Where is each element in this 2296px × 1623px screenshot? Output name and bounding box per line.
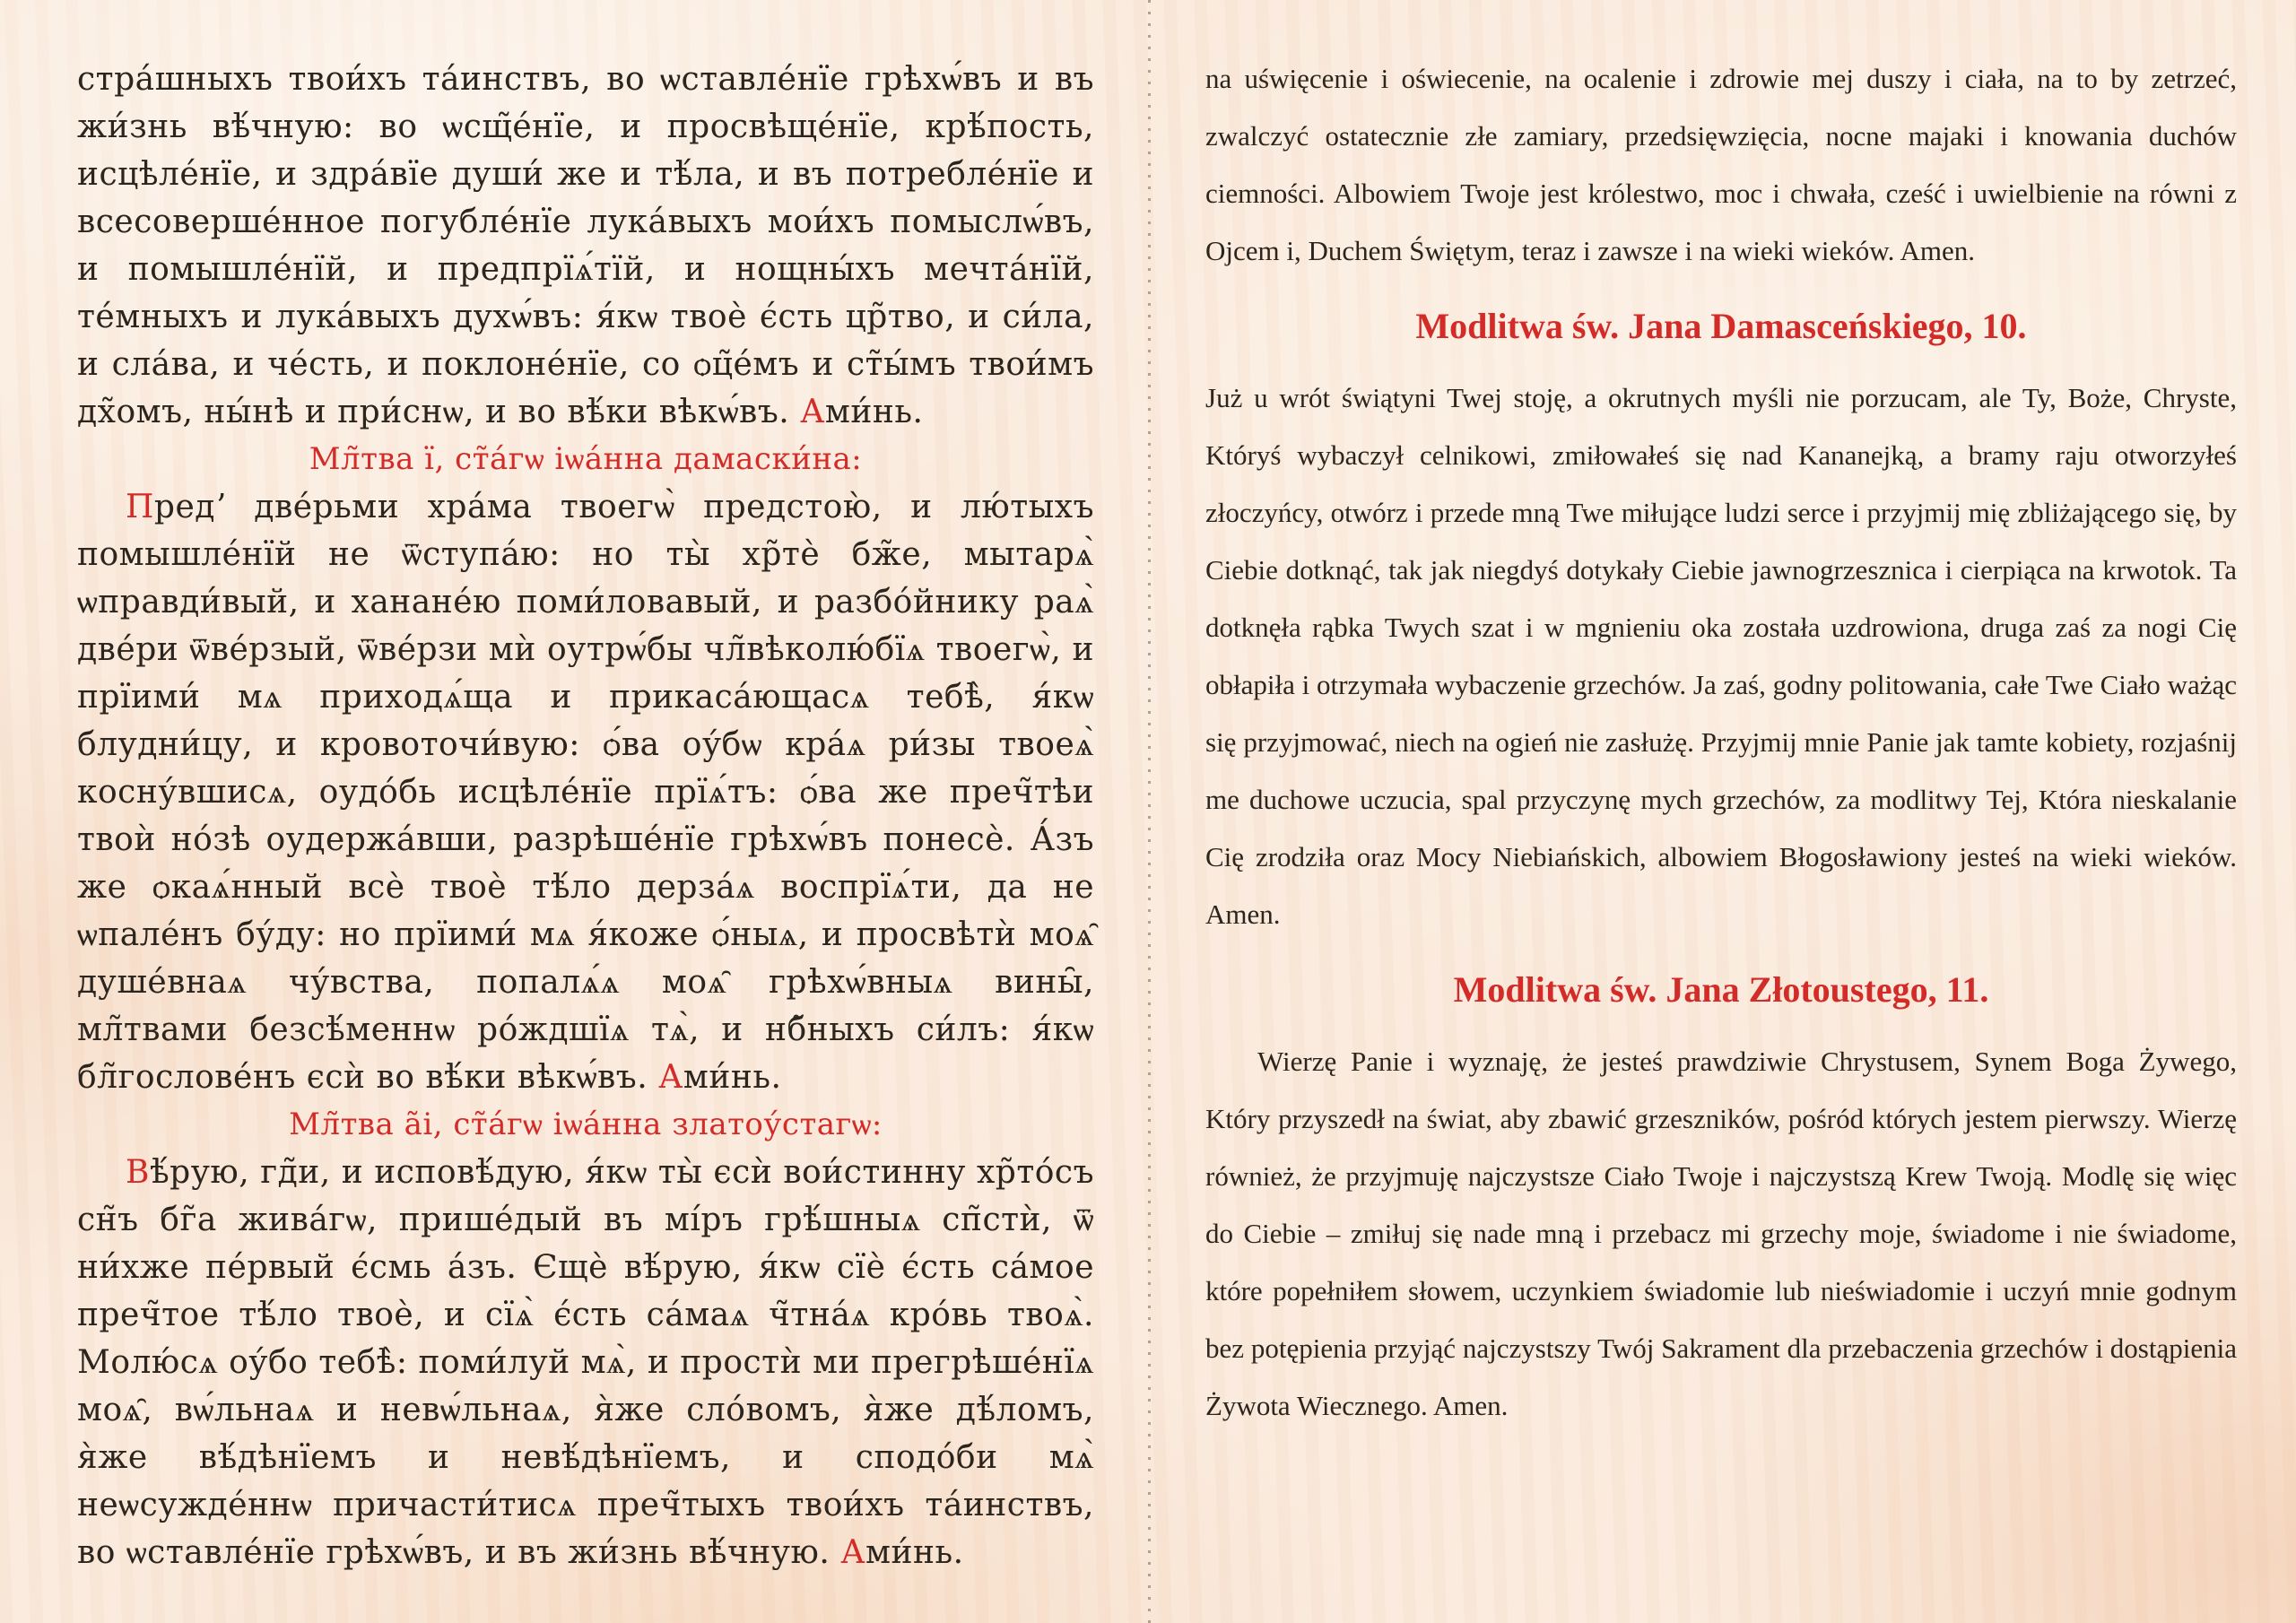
church-slavonic-rubric-prayer-11: Мл̃тва а̃і, ст̃а́гѡ іѡа́нна златоу́стагѡ: — [289, 1107, 883, 1142]
rubric-red-letter: В — [126, 1154, 150, 1191]
rubric-red-letter: А — [658, 1059, 683, 1096]
church-slavonic-rubric-prayer-10: Мл̃тва ї, ст̃а́гѡ іѡа́нна дамаски́на: — [309, 441, 863, 477]
rubric-red-letter: А — [840, 1534, 865, 1571]
text-segment: ми́нь. — [824, 394, 924, 430]
text-segment: ми́нь. — [865, 1534, 964, 1571]
rubric-red-letter: П — [126, 489, 154, 525]
church-slavonic-paragraph-prayer-10 — [77, 483, 1094, 1101]
church-slavonic-paragraph-prayer-9-end — [77, 56, 1094, 436]
text-segment: ми́нь. — [683, 1059, 782, 1096]
polish-paragraph-prayer-9-end: na uświęcenie i oświecenie, na ocalenie i zdrowie mej duszy i ciała, na to by zetrzeć, zwalczyć ostatecznie złe zamiary, przedsięwzięcia, nocne majaki i knowania duchów ciemności. Albowiem Twoje jest królestwo, moc i chwała, cześć i uwielbienie na równi z Ojcem i, Duchem Świętym, teraz i zawsze i na wieki wieków. Amen. — [1205, 63, 2237, 266]
polish-paragraph-prayer-11: Wierzę Panie i wyznaję, że jesteś prawdziwie Chrystusem, Synem Boga Żywego, Który przyszedł na świat, aby zbawić grzeszników, pośród których jestem pierwszy. Wierzę również, że przyjmuję najczystsze Ciało Twoje i najczystszą Krew Twoją. Modlę się więc do Ciebie – zmiłuj się nade mną i przebacz mi grzechy moje, świadome i nie świadome, które popełniłem słowem, uczynkiem świadomie lub nieświadomie i uczyń mnie godnym bez potępienia przyjąć najczystszy Twój Sakrament dla przebaczenia grzechów i dostąpienia Żywota Wiecznego. Amen. — [1205, 1046, 2237, 1421]
church-slavonic-paragraph-prayer-11 — [77, 1149, 1094, 1576]
page-right-polish — [1148, 0, 2296, 1623]
text-segment: редʼ две́рьми хра́ма твоегѡ̀ предстою̀, и лю́тыхъ помышле́нїй не ѿступа́ю: но ты̀ хр̃тѐ бж̃е, мытарѧ̀ ѡправди́вый, и ханане́ю поми́ловавый, и разбо́йнику раѧ̀ две́ри ѿве́рзый, ѿве́рзи мѝ оутрѡ́бы чл̃вѣколю́бїѧ твоегѡ̀, и прїими́ мѧ приходѧ́ща и прикаса́ющасѧ тебѣ̀, я́кѡ блудни́цу, и кровоточи́вую: ѻ́ва оу́бѡ кра́ѧ ри́зы твоеѧ̀ косну́вшисѧ, оудо́бь исцѣле́нїе прїѧ́тъ: ѻ́ва же преч̃тѣи твоѝ но́зѣ оудержа́вши, разрѣше́нїе грѣхѡ́въ понесѐ. А́зъ же ѻкаѧ́нный всѐ твоѐ тѣ́ло дерза́ѧ воспрїѧ́ти, да не ѡпале́нъ бу́ду: но прїими́ мѧ я́коже ѻ́ныѧ, и просвѣтѝ моѧ̑ душе́внаѧ чу́вства, попалѧ́ѧ моѧ̑ грѣхѡ́вныѧ вины̑, мл̃твами безсѣ́меннѡ ро́ждшїѧ тѧ̀, и нб̃ныхъ си́лъ: я́кѡ бл̃гослове́нъ єсѝ во вѣ́ки вѣкѡ́въ. — [77, 489, 1094, 1096]
text-segment: ѣ́рую, гд̃и, и исповѣ́дую, я́кѡ ты̀ єсѝ вои́стинну хр̃то́съ сн̃ъ бг̃а жива́гѡ, прише́дый въ мі́ръ грѣ́шныѧ сп̃стѝ, ѿ ни́хже пе́рвый є́смь а́зъ. Єщѐ вѣ́рую, я́кѡ сїѐ є́сть са́мое преч̃тое тѣ́ло твоѐ, и сїѧ̀ є́сть са́маѧ ч̃тна́ѧ кро́вь твоѧ̀. Молю́сѧ оу́бо тебѣ̀: поми́луй мѧ̀, и простѝ ми прегрѣше́нїѧ моѧ̑, вѡ́льнаѧ и невѡ́льнаѧ, я̀же сло́вомъ, я̀же дѣ́ломъ, я̀же вѣ́дѣнїемъ и невѣ́дѣнїемъ, и сподо́би мѧ̀ неѡсужде́ннѡ причасти́тисѧ преч̃тыхъ твои́хъ та́инствъ, во ѡставле́нїе грѣхѡ́въ, и въ жи́знь вѣ́чную. — [77, 1154, 1094, 1571]
polish-heading-prayer-11: Modlitwa św. Jana Złotoustego, 11. — [1453, 969, 1989, 1010]
text-segment: стра́шныхъ твои́хъ та́инствъ, во ѡставле́нїе грѣхѡ́въ и въ жи́знь вѣ́чную: во ѡсщ̃е́нїе, и просвѣще́нїе, крѣ́пость, исцѣле́нїе, и здра́вїе души́ же и тѣ́ла, и въ потребле́нїе и всесоверше́нное погубле́нїе лука́выхъ мои́хъ помыслѡ́въ, и помышле́нїй, и предпрїѧ́тїй, и нощны́хъ мечта́нїй, те́мныхъ и лука́выхъ духѡ́въ: я́кѡ твоѐ є́сть цр̃тво, и си́ла, и сла́ва, и че́сть, и поклоне́нїе, со ѻц̃е́мъ и ст̃ы́мъ твои́мъ дх̃омъ, ны́нѣ и при́снѡ, и во вѣ́ки вѣкѡ́въ. — [77, 61, 1094, 430]
polish-paragraph-prayer-10: Już u wrót świątyni Twej stoję, a okrutnych myśli nie porzucam, ale Ty, Boże, Chryste, Któryś wybaczył celnikowi, zmiłowałeś się nad Kananejką, a bramy raju otworzyłeś złoczyńcy, otwórz i przede mną Twe miłujące ludzi serce i przyjmij mię zbliżającego się, by Ciebie dotknąć, tak jak niegdyś dotykały Ciebie jawnogrzesznica i cierpiąca na krwotok. Ta dotknęła rąbka Twych szat i w mgnieniu oka została uzdrowiona, druga zaś za nogi Cię obłapiła i otrzymała wybaczenie grzechów. Ja zaś, godny politowania, całe Twe Ciało ważąc się przyjmować, niech na ogień nie zasłużę. Przyjmij mnie Panie jak tamte kobiety, rozjaśnij me duchowe uczucia, spal przyczynę mych grzechów, za modlitwy Tej, Która nieskalanie Cię zrodziła oraz Mocy Niebiańskich, albowiem Błogosławiony jesteś na wieki wieków. Amen. — [1205, 382, 2237, 930]
rubric-red-letter: А — [800, 394, 825, 430]
page-divider-dotted-line — [1148, 0, 1151, 1623]
polish-heading-prayer-10: Modlitwa św. Jana Damasceńskiego, 10. — [1415, 306, 2027, 346]
